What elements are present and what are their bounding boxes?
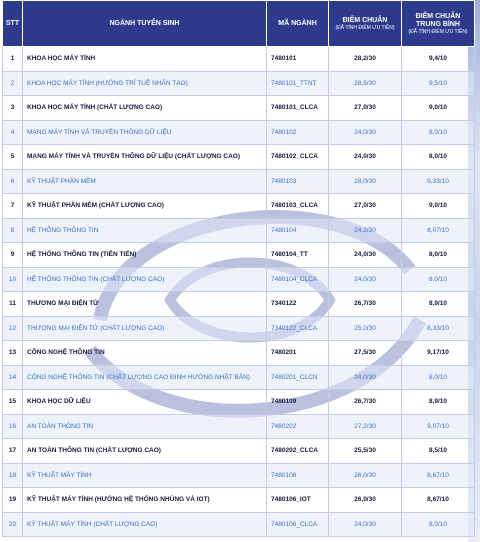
cell-score: 28,2/30 [329,47,402,72]
cell-average: 8,0/10 [402,267,475,292]
table-row [3,414,475,439]
cell-major: KỸ THUẬT MÁY TÍNH [23,463,267,488]
cell-average: 9,5/10 [402,71,475,96]
header-average-line1: ĐIỂM CHUẨN [415,12,461,20]
table-row [3,47,475,72]
admission-scores-table [2,0,475,537]
cell-stt: 15 [3,390,23,415]
cell-major: KHOA HỌC MÁY TÍNH (CHẤT LƯỢNG CAO) [23,96,267,121]
cell-score: 25,0/30 [329,316,402,341]
cell-code: 7480101 [267,47,329,72]
cell-major: HỆ THỐNG THÔNG TIN [23,218,267,243]
cell-score: 27,0/30 [329,96,402,121]
cell-average: 9,4/10 [402,47,475,72]
cell-major: KỸ THUẬT PHẦN MỀM (CHẤT LƯỢNG CAO) [23,194,267,219]
cell-code: 7480106_IOT [267,488,329,513]
cell-code: 7480102 [267,120,329,145]
cell-stt: 13 [3,341,23,366]
cell-average: 8,67/10 [402,463,475,488]
cell-major: KỸ THUẬT MÁY TÍNH (HƯỚNG HỆ THỐNG NHÚNG VÀ IOT) [23,488,267,513]
table-row [3,463,475,488]
header-average-line2: TRUNG BÌNH [416,20,460,28]
header-score-title: ĐIỂM CHUẨN [342,16,388,24]
cell-major: THƯƠNG MẠI ĐIỆN TỬ [23,292,267,317]
header-average [402,1,475,47]
cell-average: 8,0/10 [402,243,475,268]
cell-average: 8,0/10 [402,512,475,537]
header-score-note: (ĐÃ TÍNH ĐIỂM ƯU TIÊN) [335,24,395,31]
cell-major: KHOA HỌC DỮ LIỆU [23,390,267,415]
cell-major: HỆ THỐNG THÔNG TIN (TIÊN TIẾN) [23,243,267,268]
cell-score: 24,0/30 [329,512,402,537]
cell-score: 24,0/30 [329,120,402,145]
cell-score: 24,0/30 [329,365,402,390]
header-code: MÃ NGÀNH [267,1,329,47]
cell-code: 7480106 [267,463,329,488]
cell-stt: 2 [3,71,23,96]
table-row [3,439,475,464]
cell-average: 9,07/10 [402,414,475,439]
cell-code: 7480104_CLCA [267,267,329,292]
table-row [3,365,475,390]
table-row [3,71,475,96]
cell-average: 8,0/10 [402,365,475,390]
table-row [3,341,475,366]
cell-code: 7480103 [267,169,329,194]
cell-code: 7340122 [267,292,329,317]
cell-stt: 6 [3,169,23,194]
cell-score: 28,5/30 [329,71,402,96]
cell-average: 9,0/10 [402,194,475,219]
cell-code: 7480101_CLCA [267,96,329,121]
cell-major: KỸ THUẬT PHẦN MỀM [23,169,267,194]
table-row [3,292,475,317]
cell-code: 7340122_CLCA [267,316,329,341]
cell-stt: 4 [3,120,23,145]
cell-stt: 14 [3,365,23,390]
cell-stt: 7 [3,194,23,219]
cell-major: CÔNG NGHỆ THÔNG TIN (CHẤT LƯỢNG CAO ĐỊNH HƯỚNG NHẬT BẢN) [23,365,267,390]
cell-stt: 11 [3,292,23,317]
header-stt: STT [3,1,23,47]
cell-score: 24,0/30 [329,145,402,170]
cell-code: 7480103_CLCA [267,194,329,219]
cell-major: AN TOÀN THÔNG TIN (CHẤT LƯỢNG CAO) [23,439,267,464]
cell-average: 8,67/10 [402,488,475,513]
cell-score: 24,2/30 [329,218,402,243]
table-row [3,120,475,145]
cell-code: 7480202_CLCA [267,439,329,464]
cell-stt: 18 [3,463,23,488]
cell-stt: 12 [3,316,23,341]
cell-code: 7480109 [267,390,329,415]
cell-code: 7480104_TT [267,243,329,268]
cell-major: THƯƠNG MẠI ĐIỆN TỬ (CHẤT LƯỢNG CAO) [23,316,267,341]
cell-average: 8,5/10 [402,439,475,464]
cell-average: 9,17/10 [402,341,475,366]
cell-code: 7480104 [267,218,329,243]
cell-average: 9,33/10 [402,169,475,194]
cell-major: AN TOÀN THÔNG TIN [23,414,267,439]
table-row [3,512,475,537]
table-row [3,267,475,292]
cell-stt: 9 [3,243,23,268]
header-score [329,1,402,47]
cell-score: 28,0/30 [329,169,402,194]
cell-average: 8,33/10 [402,316,475,341]
cell-stt: 5 [3,145,23,170]
cell-stt: 16 [3,414,23,439]
table-header-row [3,1,475,47]
table-row [3,96,475,121]
cell-major: HỆ THỐNG THÔNG TIN (CHẤT LƯỢNG CAO) [23,267,267,292]
table-row [3,169,475,194]
cell-average: 8,0/10 [402,145,475,170]
cell-major: MẠNG MÁY TÍNH VÀ TRUYỀN THÔNG DỮ LIỆU (CHẤT LƯỢNG CAO) [23,145,267,170]
cell-stt: 3 [3,96,23,121]
table-row [3,145,475,170]
cell-stt: 1 [3,47,23,72]
cell-score: 26,7/30 [329,292,402,317]
cell-major: KỸ THUẬT MÁY TÍNH (CHẤT LƯỢNG CAO) [23,512,267,537]
cell-score: 24,0/30 [329,243,402,268]
cell-code: 7480201 [267,341,329,366]
cell-code: 7480102_CLCA [267,145,329,170]
cell-stt: 10 [3,267,23,292]
cell-average: 8,9/10 [402,390,475,415]
cell-average: 9,0/10 [402,96,475,121]
cell-stt: 19 [3,488,23,513]
cell-average: 8,0/10 [402,120,475,145]
cell-score: 26,0/30 [329,463,402,488]
cell-score: 24,0/30 [329,267,402,292]
table-row [3,194,475,219]
table-row [3,243,475,268]
cell-average: 8,9/10 [402,292,475,317]
table-row [3,218,475,243]
cell-score: 27,2/30 [329,414,402,439]
cell-major: KHOA HỌC MÁY TÍNH (HƯỚNG TRÍ TUỆ NHÂN TẠO) [23,71,267,96]
header-average-note: (ĐÃ TÍNH ĐIỂM ƯU TIÊN) [408,28,468,35]
cell-code: 7480101_TTNT [267,71,329,96]
table-row [3,390,475,415]
cell-stt: 20 [3,512,23,537]
cell-stt: 17 [3,439,23,464]
cell-stt: 8 [3,218,23,243]
cell-major: MẠNG MÁY TÍNH VÀ TRUYỀN THÔNG DỮ LIỆU [23,120,267,145]
cell-code: 7480106_CLCA [267,512,329,537]
cell-average: 8,07/10 [402,218,475,243]
table-row [3,488,475,513]
cell-code: 7480201_CLCN [267,365,329,390]
cell-score: 27,5/30 [329,341,402,366]
cell-code: 7480202 [267,414,329,439]
header-major: NGÀNH TUYỂN SINH [23,1,267,47]
cell-major: KHOA HỌC MÁY TÍNH [23,47,267,72]
cell-major: CÔNG NGHỆ THÔNG TIN [23,341,267,366]
cell-score: 25,5/30 [329,439,402,464]
cell-score: 27,0/30 [329,194,402,219]
table-row [3,316,475,341]
cell-score: 26,0/30 [329,488,402,513]
cell-score: 26,7/30 [329,390,402,415]
